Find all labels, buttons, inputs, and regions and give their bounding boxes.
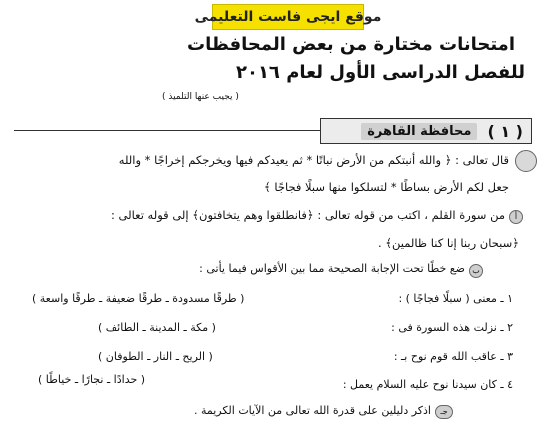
qb-instruction: ضع خطًا تحت الإجابة الصحيحة مما بين الأقواس فيما يأتى : (199, 262, 465, 275)
qb-item1-options: ( طرقًا مسدودة ـ طرقًا ضعيفة ـ طرقًا واسعة ) (32, 292, 245, 305)
marker-a: أ (509, 210, 523, 224)
qb-item3-options: ( الريح ـ النار ـ الطوفان ) (98, 350, 213, 363)
marker-c: جـ (435, 405, 453, 419)
page-title-line1: امتحانات مختارة من بعض المحافظات (187, 34, 515, 55)
section-name: محافظة القاهرة (361, 123, 477, 140)
qb-item2-stem: ٢ ـ نزلت هذه السورة فى : (391, 321, 513, 334)
qa-line2: ﴿سبحان ربنا إنا كنا ظالمين﴾ . (378, 236, 519, 250)
answer-note: ( يجيب عنها التلميذ ) (162, 92, 239, 102)
qb-item2-options: ( مكة ـ المدينة ـ الطائف ) (98, 321, 216, 334)
qb-item1-stem: ١ ـ معنى ( سبلًا فجاجًا ) : (398, 292, 513, 305)
q1-line1: قال تعالى : ﴿ والله أنبتكم من الأرض نباتًا * ثم يعيدكم فيها ويخرجكم إخراجًا * والله (118, 153, 509, 167)
q1-line2: جعل لكم الأرض بساطًا * لتسلكوا منها سبلًا فجاجًا ﴾ (263, 180, 509, 194)
question-badge-icon (515, 150, 537, 172)
section-divider (14, 130, 320, 131)
qc-text: اذكر دليلين على قدرة الله تعالى من الآيات الكريمة . (193, 404, 431, 417)
marker-b: ب (469, 264, 483, 278)
page-title-line2: للفصل الدراسى الأول لعام ٢٠١٦ (235, 62, 525, 83)
site-banner: موقع ايجى فاست التعليمى (212, 4, 364, 30)
qb-item4-options: ( حدادًا ـ نجارًا ـ خياطًا ) (38, 373, 146, 386)
qb-item4-stem: ٤ ـ كان سيدنا نوح عليه السلام يعمل : (342, 378, 513, 391)
section-header (320, 118, 532, 144)
qa-line1: من سورة القلم ، اكتب من قوله تعالى : ﴿فانطلقوا وهم يتخافتون﴾ إلى قوله تعالى : (111, 208, 505, 222)
qb-item3-stem: ٣ ـ عاقب الله قوم نوح بـ : (393, 350, 513, 363)
section-number: ( ١ ) (487, 121, 523, 141)
